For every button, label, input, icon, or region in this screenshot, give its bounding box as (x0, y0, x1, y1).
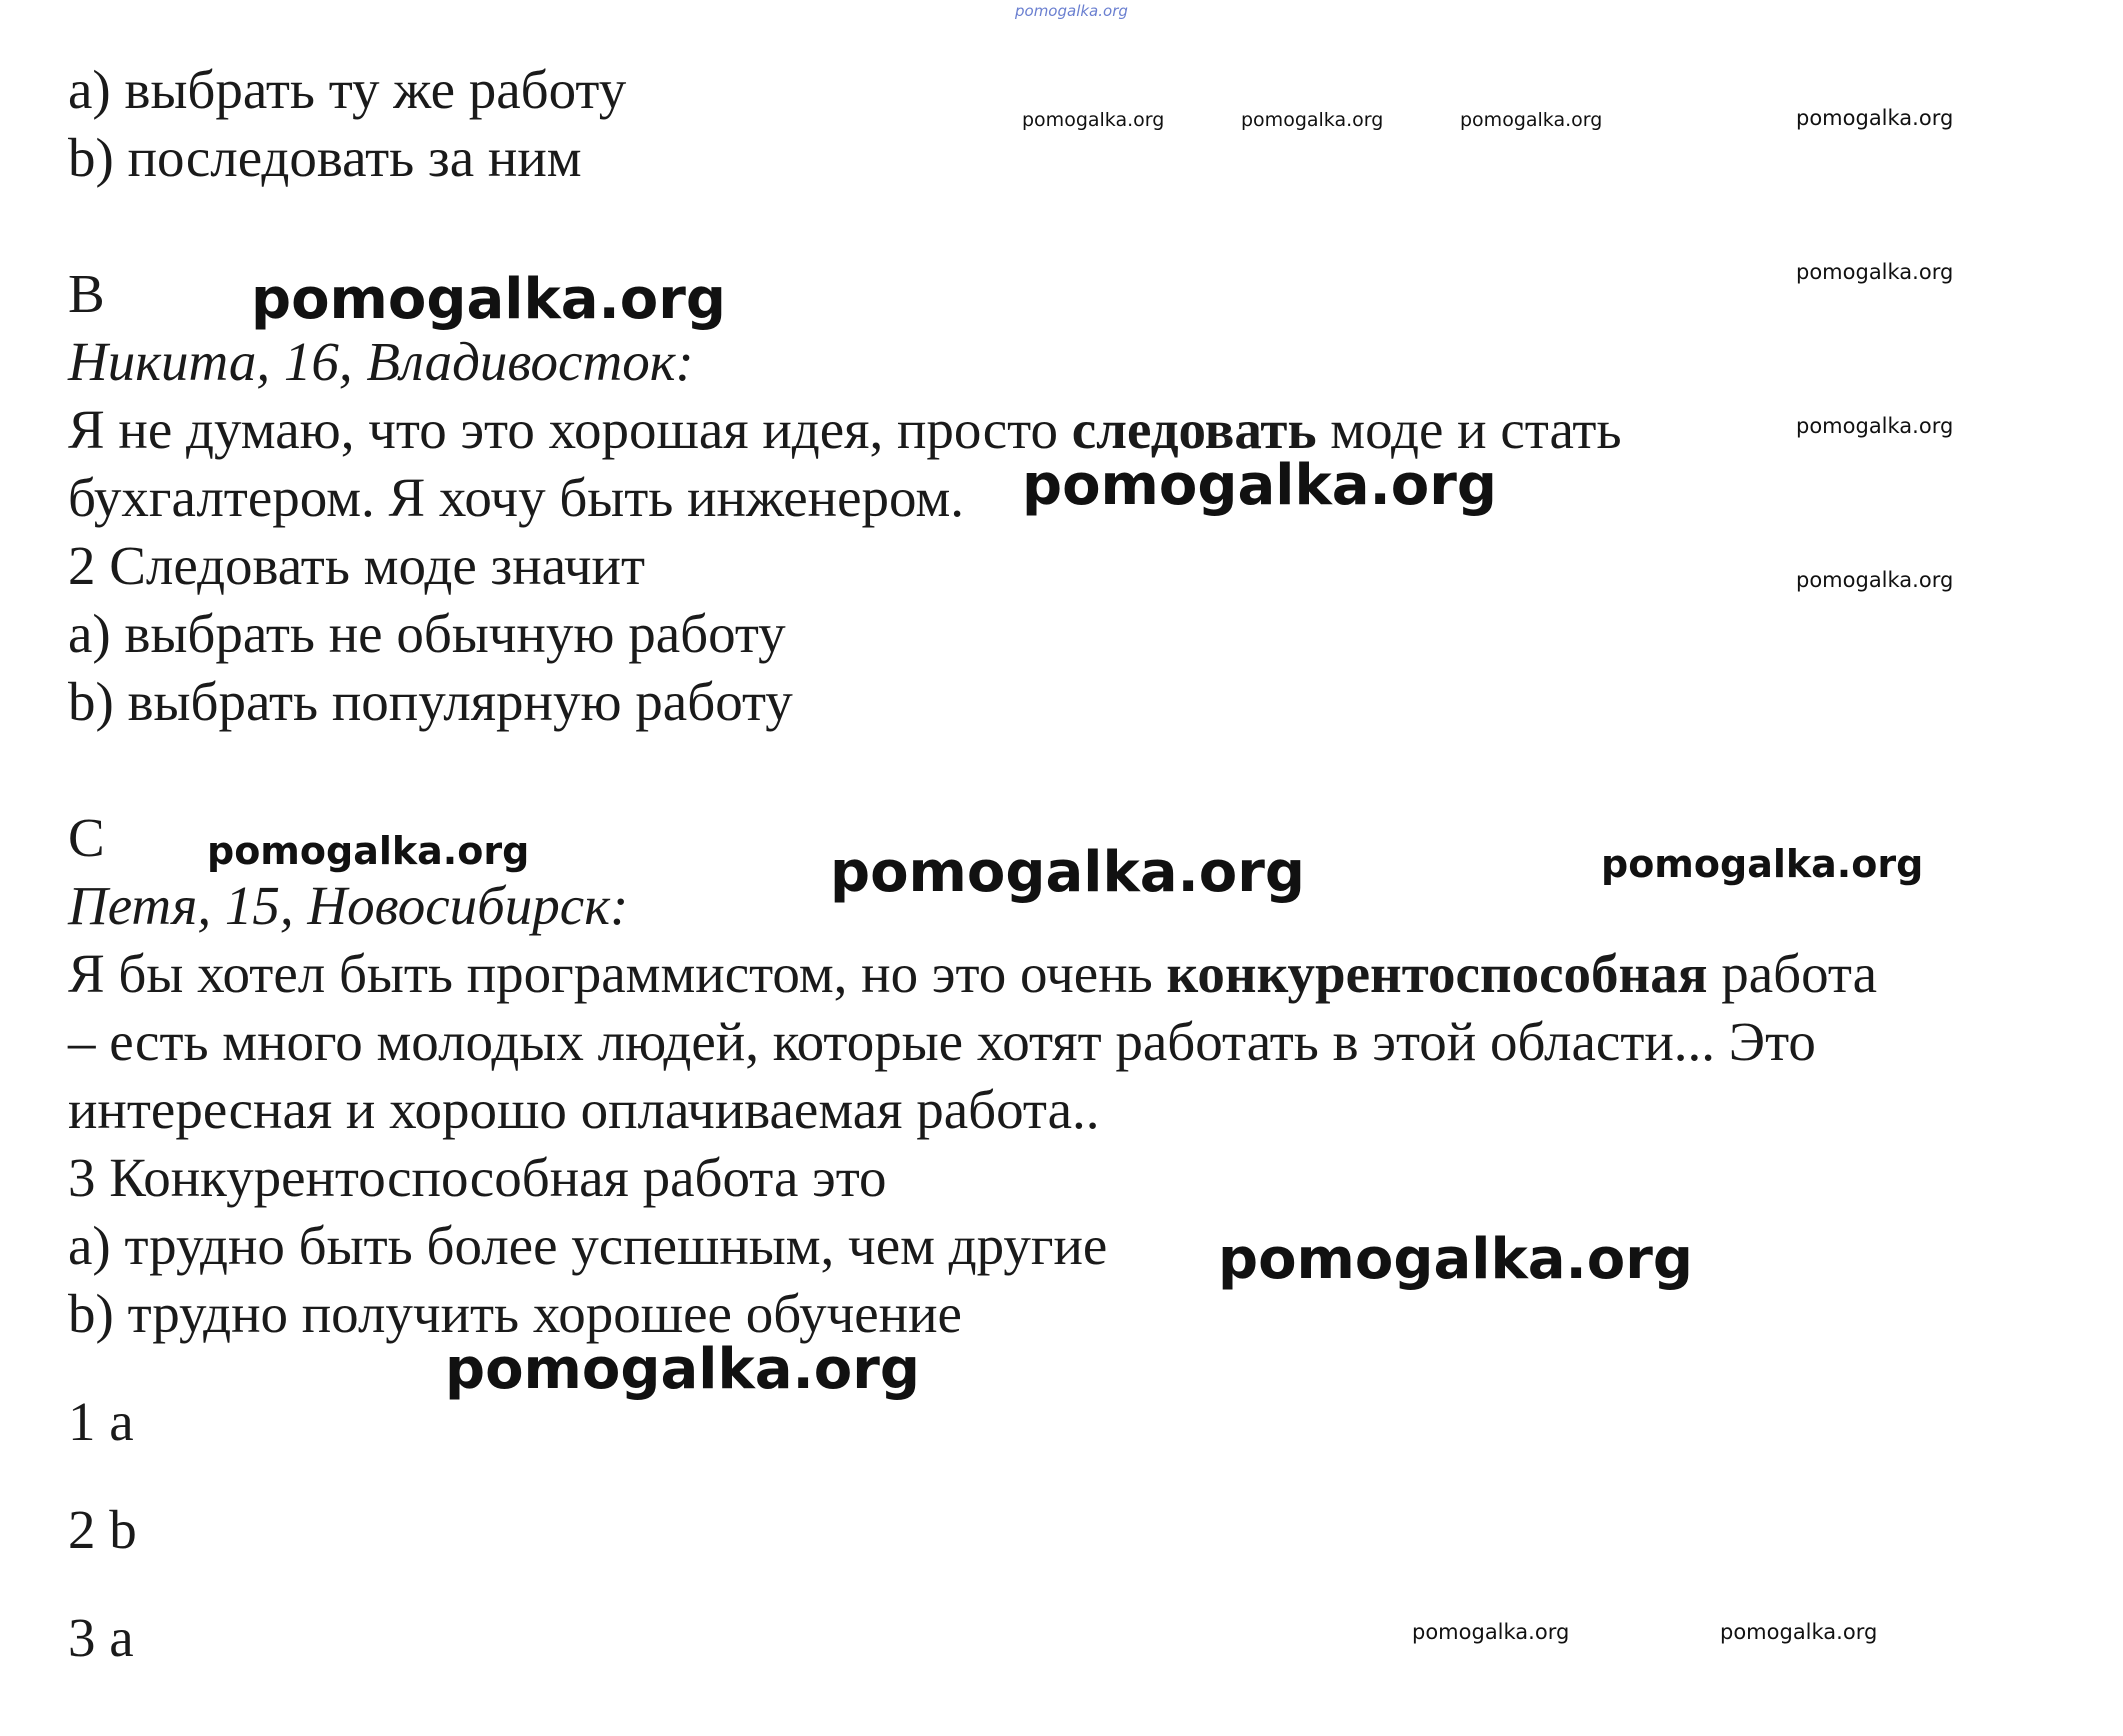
watermark: pomogalka.org (1796, 106, 1954, 130)
watermark: pomogalka.org (1720, 1620, 1878, 1644)
answer-2: 2 b (68, 1499, 137, 1560)
section-b-text-1-pre: Я не думаю, что это хорошая идея, просто (68, 399, 1072, 460)
section-b-author: Никита, 16, Владивосток: (68, 331, 694, 392)
answer-1: 1 a (68, 1391, 134, 1452)
section-b-option-a: a) выбрать не обычную работу (68, 603, 786, 664)
watermark: pomogalka.org (1241, 109, 1384, 131)
section-c-text-2: – есть много молодых людей, которые хотят работать в этой области... Это (68, 1011, 1816, 1072)
section-c-text-3: интересная и хорошо оплачиваемая работа.. (68, 1079, 1100, 1140)
section-c-question: 3 Конкурентоспособная работа это (68, 1147, 887, 1208)
section-c-text-1-pre: Я бы хотел быть программистом, но это очень (68, 943, 1167, 1004)
watermark: pomogalka.org (1460, 109, 1603, 131)
watermark: pomogalka.org (1412, 1620, 1570, 1644)
section-b-keyword: следовать (1071, 399, 1317, 460)
watermark: pomogalka.org (207, 829, 530, 873)
section-c-option-a: a) трудно быть более успешным, чем другие (68, 1215, 1108, 1276)
watermark: pomogalka.org (445, 1337, 920, 1402)
section-c-text-1 (68, 943, 1878, 1004)
section-c-keyword: конкурентоспособная (1166, 943, 1708, 1004)
section-b-text-1 (68, 399, 1622, 460)
section-a-option-a: a) выбрать ту же работу (68, 59, 627, 120)
watermark: pomogalka.org (1796, 414, 1954, 438)
watermark: pomogalka.org (1022, 453, 1497, 518)
section-b-letter: B (68, 263, 105, 324)
section-a-option-b: b) последовать за ним (68, 127, 582, 188)
section-b-text-2: бухгалтером. Я хочу быть инженером. (68, 467, 965, 528)
section-b-option-b: b) выбрать популярную работу (68, 671, 793, 732)
watermark-top: pomogalka.org (1015, 2, 1128, 20)
section-c-letter: C (68, 807, 105, 868)
answer-3: 3 a (68, 1607, 134, 1668)
section-b-question: 2 Следовать моде значит (68, 535, 646, 596)
watermark: pomogalka.org (251, 267, 726, 332)
watermark: pomogalka.org (1601, 842, 1924, 886)
section-c-author: Петя, 15, Новосибирск: (68, 875, 629, 936)
section-b-text-1-post: моде и стать (1316, 399, 1622, 460)
section-c-text-1-post: работа (1707, 943, 1878, 1004)
watermark: pomogalka.org (1796, 568, 1954, 592)
watermark: pomogalka.org (830, 840, 1305, 905)
watermark: pomogalka.org (1022, 109, 1165, 131)
section-c-option-b: b) трудно получить хорошее обучение (68, 1283, 962, 1344)
watermark: pomogalka.org (1796, 260, 1954, 284)
watermark: pomogalka.org (1218, 1227, 1693, 1292)
